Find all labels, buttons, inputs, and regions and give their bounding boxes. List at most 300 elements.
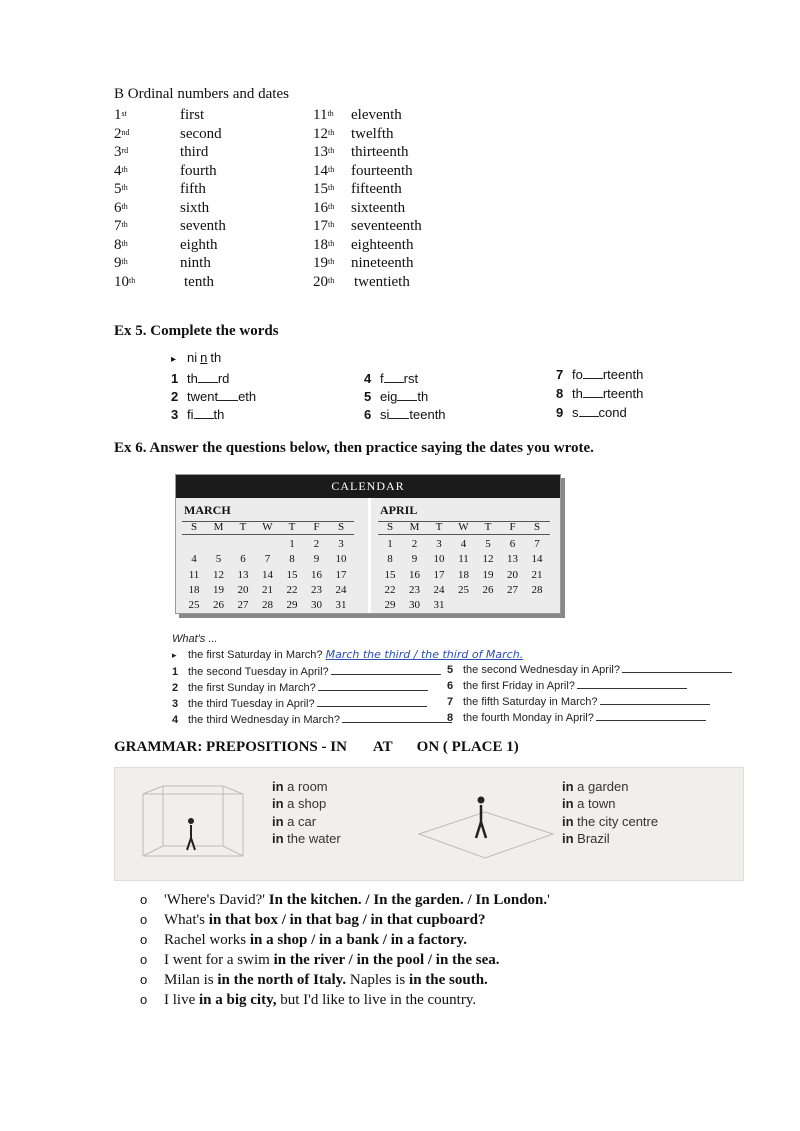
ordinal-suffix: st — [121, 109, 127, 118]
calendar-date: 13 — [507, 553, 518, 566]
calendar-date: 26 — [482, 583, 494, 596]
grammar-place: the city centre — [573, 813, 659, 829]
ordinal-number — [313, 199, 334, 217]
ex5-item-number: 2 — [171, 389, 179, 404]
bullet-item — [140, 932, 467, 949]
grammar-preposition: in — [272, 796, 284, 812]
ordinal-word: tenth — [184, 273, 214, 290]
ordinal-word: seventeenth — [351, 218, 422, 234]
calendar-date: 28 — [531, 583, 543, 596]
calendar-date: 30 — [409, 599, 420, 612]
calendar-date: 7 — [534, 538, 540, 550]
ex6-question-number: 1 — [172, 666, 179, 678]
calendar-day-header: T — [288, 521, 296, 533]
calendar-date: 24 — [335, 583, 347, 596]
ordinal-digits: 12 — [313, 125, 328, 142]
ordinal-word: fifth — [180, 181, 206, 197]
calendar-date: 20 — [507, 568, 518, 581]
ordinal-row — [114, 143, 434, 161]
grammar-preposition: in — [272, 813, 284, 829]
ordinal-row — [114, 125, 434, 143]
calendar-date: 8 — [289, 553, 295, 566]
ex5-item-end: rteenth — [602, 367, 644, 382]
grammar-title-b: AT — [372, 739, 393, 755]
calendar-date: 14 — [531, 553, 543, 566]
ex5-item-start: th — [572, 386, 583, 401]
ordinal-number — [114, 162, 128, 180]
calendar-date: 1 — [387, 538, 393, 550]
calendar-date: 9 — [313, 553, 320, 566]
room-illustration — [135, 776, 255, 876]
ordinal-word: fifteenth — [351, 181, 402, 197]
calendar-date: 5 — [215, 553, 222, 566]
ordinal-row — [114, 180, 434, 198]
ex6-answer-input[interactable] — [600, 695, 710, 705]
calendar-day-header: T — [239, 521, 247, 533]
grammar-preposition: in — [272, 830, 284, 846]
ordinal-number — [114, 106, 127, 124]
ordinal-suffix: th — [121, 257, 128, 266]
calendar-header: CALENDAR — [176, 475, 560, 498]
calendar-date: 16 — [409, 568, 420, 581]
ex5-blank-input[interactable] — [397, 388, 417, 401]
ordinal-word: sixteenth — [351, 199, 406, 216]
ex5-item-number: 4 — [364, 371, 372, 386]
bullet-bold-text: in that box / in that bag / in that cupboard? — [208, 912, 486, 928]
ex6-question-text: the third Wednesday in March? — [188, 714, 341, 726]
ordinal-digits: 10 — [114, 273, 129, 290]
ordinal-table — [114, 106, 434, 296]
ex6-question-number: 7 — [447, 696, 454, 708]
bullet-item — [140, 892, 550, 909]
calendar-month-name: APRIL — [380, 503, 418, 517]
calendar-date: 25 — [458, 583, 469, 596]
ex6-question — [447, 695, 710, 708]
ordinal-number — [313, 106, 334, 124]
calendar-date: 18 — [458, 568, 469, 581]
calendar-day-header: S — [337, 521, 345, 533]
ordinal-digits: 1 — [114, 107, 122, 123]
ex5-item-end: eth — [238, 389, 257, 404]
ex5-item-end: th — [213, 407, 225, 422]
ex6-question-text: the fourth Monday in April? — [463, 712, 594, 724]
ex5-item-start: f — [380, 371, 384, 386]
bullet-marker: o — [140, 932, 148, 947]
grammar-phrase — [562, 779, 629, 794]
ex6-answer-input[interactable] — [317, 697, 427, 707]
bullet-text: ' — [547, 892, 550, 908]
ex5-blank-input[interactable] — [194, 406, 214, 419]
ex5-blank-input[interactable] — [389, 406, 409, 419]
ordinal-digits: 19 — [313, 255, 328, 271]
ex5-item-number: 7 — [556, 367, 564, 382]
grammar-preposition: in — [272, 779, 284, 794]
calendar-date: 8 — [387, 553, 393, 566]
calendar-date: 3 — [338, 538, 344, 550]
ex5-title: Ex 5. Complete the words — [114, 323, 279, 339]
ordinal-word: third — [180, 144, 209, 160]
grammar-preposition: in — [562, 779, 574, 794]
ex6-question — [172, 681, 428, 694]
ex5-item-number: 8 — [556, 386, 564, 401]
calendar-date: 14 — [262, 568, 273, 581]
bullet-item — [140, 992, 476, 1009]
section-b-title: B Ordinal numbers and dates — [114, 86, 289, 102]
ordinal-number — [114, 199, 128, 217]
ex5-item-end: rd — [217, 371, 230, 386]
calendar-date: 29 — [286, 599, 298, 612]
ordinal-number — [114, 254, 128, 272]
ex6-question — [447, 711, 706, 724]
ex6-answer-input[interactable] — [596, 711, 706, 721]
calendar-date: 12 — [213, 568, 224, 581]
ex5-blank-input[interactable] — [198, 370, 218, 383]
ex5-item-end: cond — [598, 405, 627, 420]
bullet-bold-text: in the river / in the pool / in the sea. — [273, 952, 500, 968]
calendar-date: 4 — [460, 538, 467, 550]
grammar-phrase — [272, 796, 326, 811]
ordinal-digits: 14 — [313, 162, 328, 179]
bullet-item — [140, 952, 500, 969]
ex6-answer-input[interactable] — [342, 713, 452, 723]
ex6-question-text: the fifth Saturday in March? — [463, 696, 598, 708]
grammar-place: a town — [573, 796, 616, 812]
ex5-item-end: teenth — [409, 407, 446, 422]
ex6-answer-input[interactable] — [577, 679, 687, 689]
ex5-example-b: th — [210, 350, 222, 365]
ex6-title: Ex 6. Answer the questions below, then practice saying the dates you wrote. — [114, 440, 594, 456]
ordinal-suffix: th — [328, 127, 335, 137]
ex5-item-number: 9 — [556, 405, 564, 420]
calendar-date: 28 — [262, 599, 273, 612]
ordinal-digits: 20 — [313, 273, 328, 290]
ordinal-row — [114, 254, 434, 272]
area-illustration — [411, 776, 561, 876]
calendar-date: 16 — [311, 568, 322, 581]
calendar-date: 15 — [286, 568, 298, 581]
ordinal-word: fourteenth — [351, 162, 413, 179]
grammar-preposition: in — [562, 813, 574, 829]
ex5-blank-input[interactable] — [583, 385, 603, 398]
calendar-date: 22 — [384, 583, 396, 596]
calendar-date: 1 — [289, 538, 295, 550]
ex5-item-start: s — [572, 405, 579, 420]
calendar-date: 30 — [311, 599, 322, 612]
calendar-date: 20 — [237, 583, 249, 596]
ex5-item — [171, 406, 224, 422]
ex5-blank-input[interactable] — [579, 404, 599, 417]
calendar-date: 11 — [458, 553, 469, 566]
calendar-date: 2 — [411, 538, 418, 550]
ordinal-suffix: th — [129, 275, 136, 285]
grammar-phrase — [272, 814, 316, 829]
ordinal-row — [114, 106, 434, 124]
ex5-item-end: rst — [403, 371, 419, 386]
ex5-blank-input[interactable] — [583, 366, 603, 379]
calendar-date: 23 — [311, 583, 322, 596]
grammar-phrase — [562, 831, 610, 846]
ordinal-suffix: th — [121, 238, 128, 248]
ex5-item-end: th — [417, 389, 429, 404]
grammar-place: a shop — [283, 796, 327, 812]
ordinal-suffix: th — [328, 238, 335, 248]
ex6-question — [172, 713, 452, 726]
ex6-question — [172, 697, 427, 710]
ordinal-suffix: th — [121, 201, 128, 211]
bullet-bold-text: in a big city, — [199, 992, 277, 1008]
bullet-text: Naples is — [346, 972, 410, 988]
ex6-intro: What's ... — [172, 633, 218, 645]
calendar-date: 10 — [335, 553, 347, 566]
ordinal-word: eighth — [180, 236, 218, 253]
calendar-day-header: M — [409, 521, 420, 533]
ex5-item-start: fi — [187, 407, 194, 422]
ordinal-suffix: th — [328, 146, 335, 155]
calendar-month-name: MARCH — [184, 503, 231, 517]
ordinal-digits: 11 — [313, 107, 328, 123]
ordinal-word: first — [180, 107, 205, 123]
ordinal-digits: 4 — [114, 162, 122, 179]
grammar-phrase — [562, 796, 615, 811]
ex6-answer-input[interactable] — [622, 663, 732, 673]
bullet-text: Rachel works — [164, 932, 250, 948]
calendar-date: 2 — [313, 538, 320, 550]
ordinal-number — [114, 180, 128, 198]
grammar-place: a garden — [573, 779, 629, 794]
ex5-example-a: ni — [187, 350, 198, 365]
calendar-date: 7 — [264, 553, 271, 566]
ordinal-word: ninth — [180, 255, 211, 271]
ordinal-row — [114, 217, 434, 235]
ordinal-suffix: th — [328, 275, 335, 285]
calendar-date: 26 — [213, 599, 224, 612]
calendar-day-header: F — [509, 521, 516, 533]
ordinal-number — [313, 236, 334, 254]
ex5-item-number: 5 — [364, 389, 372, 404]
calendar-day-header: M — [213, 521, 224, 533]
ordinal-number — [313, 125, 334, 143]
bullet-item — [140, 912, 486, 929]
calendar-divider — [368, 498, 371, 613]
ex5-blank-input[interactable] — [218, 388, 238, 401]
ex5-item — [556, 385, 643, 401]
ex5-item-start: th — [187, 371, 198, 386]
ex6-question-text: the third Tuesday in April? — [188, 698, 315, 710]
ex5-item-end: rteenth — [602, 386, 644, 401]
ex6-question — [447, 663, 732, 676]
ex5-item — [364, 406, 446, 422]
calendar-date: 21 — [531, 568, 543, 581]
ordinal-word: seventh — [180, 218, 226, 234]
calendar-date: 24 — [433, 583, 445, 596]
ex6-question-text: the second Wednesday in April? — [463, 664, 620, 676]
ordinal-digits: 8 — [114, 236, 122, 253]
ex5-item-number: 1 — [171, 371, 179, 386]
ex6-example-answer: March the third / the third of March. — [325, 648, 524, 661]
ordinal-digits: 16 — [313, 199, 328, 216]
calendar-date: 3 — [436, 538, 442, 550]
grammar-place: a room — [283, 779, 328, 794]
calendar-day-header: F — [313, 521, 320, 533]
bullet-text: but I'd like to live in the country. — [276, 992, 477, 1008]
bullet-marker: o — [140, 912, 148, 927]
bullet-text: I live — [164, 992, 199, 1008]
ordinal-word: twentieth — [354, 273, 410, 290]
calendar-date: 29 — [384, 599, 396, 612]
ex5-item-start: fo — [572, 367, 583, 382]
calendar-day-header: S — [533, 521, 541, 533]
ordinal-number — [313, 162, 334, 180]
ordinal-number — [313, 273, 334, 291]
calendar-date: 31 — [335, 599, 347, 612]
ordinal-number — [313, 254, 334, 272]
calendar-date: 5 — [485, 538, 491, 550]
ordinal-word: eleventh — [351, 107, 402, 123]
ordinal-word: thirteenth — [351, 144, 409, 160]
ex5-item — [556, 404, 627, 420]
grammar-phrase — [272, 831, 341, 846]
calendar-day-header: W — [458, 521, 469, 533]
ordinal-digits: 15 — [313, 181, 328, 197]
ordinal-digits: 2 — [114, 125, 122, 142]
ex6-example-question: the first Saturday in March? — [188, 649, 323, 661]
calendar-date: 19 — [482, 568, 494, 581]
ordinal-word: nineteenth — [351, 255, 414, 271]
calendar-date: 12 — [482, 553, 494, 566]
ordinal-digits: 5 — [114, 181, 122, 197]
ordinal-suffix: rd — [121, 146, 129, 155]
ordinal-row — [114, 162, 434, 180]
ordinal-digits: 6 — [114, 199, 122, 216]
ex6-question-text: the first Sunday in March? — [188, 682, 316, 694]
ordinal-digits: 3 — [114, 144, 122, 160]
ex6-question-number: 6 — [447, 680, 454, 692]
grammar-place: Brazil — [573, 830, 610, 846]
bullet-text: Milan is — [164, 972, 218, 988]
grammar-place: a car — [283, 813, 317, 829]
bullet-marker: o — [140, 972, 148, 987]
example-marker: ▸ — [171, 354, 177, 365]
ordinal-row — [114, 273, 434, 291]
ordinal-digits: 17 — [313, 218, 328, 234]
calendar-day-header: S — [190, 521, 198, 533]
ordinal-word: sixth — [180, 199, 210, 216]
ex6-question-number: 3 — [172, 698, 179, 710]
ordinal-row — [114, 236, 434, 254]
ordinal-suffix: th — [328, 201, 335, 211]
ordinal-number — [114, 125, 130, 143]
calendar-day-header: T — [484, 521, 492, 533]
calendar-date: 4 — [191, 553, 197, 566]
ordinal-digits: 9 — [114, 255, 122, 271]
ordinal-suffix: th — [328, 183, 335, 192]
ordinal-number — [114, 273, 135, 291]
bullet-bold-text: in the north of Italy. — [217, 972, 347, 988]
ordinal-digits: 13 — [313, 144, 328, 160]
calendar-day-header: S — [386, 521, 394, 533]
ex6-question-number: 8 — [447, 712, 454, 724]
ordinal-suffix: th — [121, 183, 128, 192]
calendar-date: 23 — [409, 583, 420, 596]
ex5-item-start: eig — [380, 389, 398, 404]
ex5-example — [171, 350, 221, 365]
ex5-example-fill: n — [200, 350, 208, 365]
ordinal-number — [114, 143, 128, 161]
ex5-item — [556, 366, 643, 382]
ex5-item-number: 6 — [364, 407, 372, 422]
grammar-preposition: in — [562, 830, 574, 846]
bullet-marker: o — [140, 992, 148, 1007]
ex6-example — [172, 648, 523, 661]
calendar-date: 15 — [384, 568, 396, 581]
ordinal-number — [313, 143, 334, 161]
bullet-marker: o — [140, 892, 148, 907]
ordinal-number — [313, 217, 334, 235]
grammar-place: the water — [283, 830, 341, 846]
ex6-question-number: 4 — [172, 714, 179, 726]
bullet-text: I went for a swim — [164, 952, 274, 968]
ordinal-suffix: th — [328, 164, 335, 174]
calendar-date: 21 — [262, 583, 273, 596]
calendar-date: 31 — [433, 599, 445, 612]
ex6-question — [447, 679, 687, 692]
calendar-date: 13 — [237, 568, 249, 581]
ex5-item-start: si — [380, 407, 390, 422]
bullet-marker: o — [140, 952, 148, 967]
ex5-item-start: twent — [187, 389, 219, 404]
ordinal-suffix: th — [121, 164, 128, 174]
calendar-day-header: W — [262, 521, 273, 533]
ordinal-number — [114, 236, 128, 254]
grammar-phrase — [562, 814, 658, 829]
ordinal-number — [313, 180, 334, 198]
ordinal-suffix: th — [121, 220, 128, 229]
ex6-question-number: 2 — [172, 682, 179, 694]
ex5-item — [364, 388, 428, 404]
ordinal-word: twelfth — [351, 125, 394, 142]
ordinal-suffix: nd — [121, 127, 130, 137]
ordinal-suffix: th — [328, 220, 335, 229]
ordinal-word: fourth — [180, 162, 217, 179]
ex6-answer-input[interactable] — [331, 665, 441, 675]
ex6-question-number: 5 — [447, 664, 454, 676]
calendar-date: 22 — [286, 583, 298, 596]
ordinal-row — [114, 199, 434, 217]
calendar-date: 10 — [433, 553, 445, 566]
calendar-date: 27 — [507, 583, 518, 596]
grammar-preposition: in — [562, 796, 574, 812]
bullet-bold-text: In the kitchen. / In the garden. / In London. — [268, 892, 548, 908]
calendar-date: 6 — [240, 553, 246, 566]
grammar-title — [114, 739, 519, 756]
grammar-title-a: GRAMMAR: PREPOSITIONS - IN — [114, 739, 347, 755]
ex5-blank-input[interactable] — [384, 370, 404, 383]
calendar-date: 6 — [509, 538, 516, 550]
ordinal-suffix: th — [327, 109, 334, 118]
ordinal-word: eighteenth — [351, 236, 414, 253]
calendar-date: 25 — [188, 599, 200, 612]
ex6-example-marker: ▸ — [172, 650, 177, 660]
ex5-item — [171, 388, 256, 404]
ordinal-digits: 18 — [313, 236, 328, 253]
ex5-item — [364, 370, 418, 386]
bullet-text: What's — [164, 912, 209, 928]
ex6-answer-input[interactable] — [318, 681, 428, 691]
ordinal-suffix: th — [328, 257, 335, 266]
ex6-question-text: the second Tuesday in April? — [188, 666, 329, 678]
ordinal-digits: 7 — [114, 218, 122, 234]
calendar-date: 11 — [188, 568, 200, 581]
